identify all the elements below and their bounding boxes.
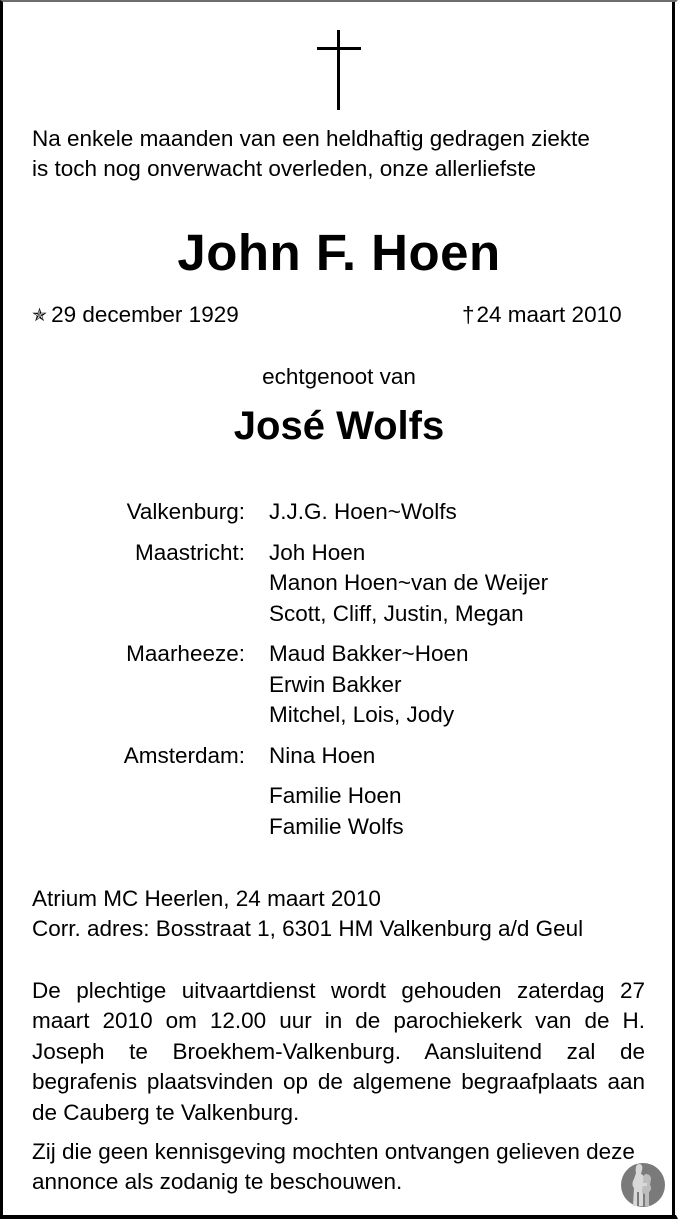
relation-label: echtgenoot van bbox=[262, 364, 416, 389]
birth-date: 29 december 1929 bbox=[51, 302, 239, 327]
service-paragraph: De plechtige uitvaartdienst wordt gehouden zaterdag 27 maart 2010 om 12.00 uur in de parochiekerk van de H. Joseph te Broekhem-Valkenburg. Aansluitend zal de begrafenis plaatsvinden op de algemene begraafplaats aan de Cauberg te Valkenburg. bbox=[32, 978, 645, 1125]
dagger-icon: † bbox=[462, 302, 475, 327]
deceased-name: John F. Hoen bbox=[177, 224, 501, 281]
embracing-figures-logo-icon bbox=[619, 1160, 667, 1208]
intro-text bbox=[32, 124, 590, 184]
family-group-maastricht bbox=[0, 538, 678, 630]
family-member: Scott, Cliff, Justin, Megan bbox=[269, 600, 524, 626]
family-place: Valkenburg: bbox=[126, 499, 245, 524]
death-date-line bbox=[462, 300, 622, 330]
birth-date-line bbox=[32, 300, 239, 330]
correspondence-address: Corr. adres: Bosstraat 1, 6301 HM Valkenburg a/d Geul bbox=[32, 916, 584, 941]
family-member: Familie Wolfs bbox=[269, 813, 404, 839]
spouse-name: José Wolfs bbox=[233, 404, 445, 448]
family-member: Nina Hoen bbox=[269, 742, 376, 768]
star-icon: ✯ bbox=[32, 305, 48, 325]
death-date: 24 maart 2010 bbox=[476, 302, 622, 327]
family-member: Joh Hoen bbox=[269, 539, 366, 565]
family-member: Erwin Bakker bbox=[269, 671, 402, 697]
closing-paragraph: Zij die geen kennisgeving mochten ontvangen gelieven deze annonce als zodanig te beschouwen. bbox=[32, 1139, 635, 1195]
family-group-maarheeze bbox=[0, 639, 678, 731]
intro-line: is toch nog onverwacht overleden, onze allerliefste bbox=[32, 156, 537, 181]
family-member: J.J.G. Hoen~Wolfs bbox=[269, 499, 457, 524]
place-date: Atrium MC Heerlen, 24 maart 2010 bbox=[32, 886, 381, 911]
family-group-valkenburg bbox=[0, 497, 678, 528]
family-place: Maarheeze: bbox=[126, 641, 245, 666]
family-group-amsterdam bbox=[0, 741, 678, 772]
intro-line: Na enkele maanden van een heldhaftig gedragen ziekte bbox=[32, 126, 590, 151]
latin-cross-icon bbox=[317, 30, 361, 110]
family-member: Familie Hoen bbox=[269, 783, 402, 808]
family-member: Maud Bakker~Hoen bbox=[269, 641, 469, 666]
family-group-relatives bbox=[0, 781, 678, 842]
family-list bbox=[0, 497, 678, 852]
family-place: Maastricht: bbox=[134, 539, 245, 565]
family-member: Mitchel, Lois, Jody bbox=[269, 702, 455, 727]
family-member: Manon Hoen~van de Weijer bbox=[269, 570, 549, 595]
family-place: Amsterdam: bbox=[123, 742, 245, 768]
